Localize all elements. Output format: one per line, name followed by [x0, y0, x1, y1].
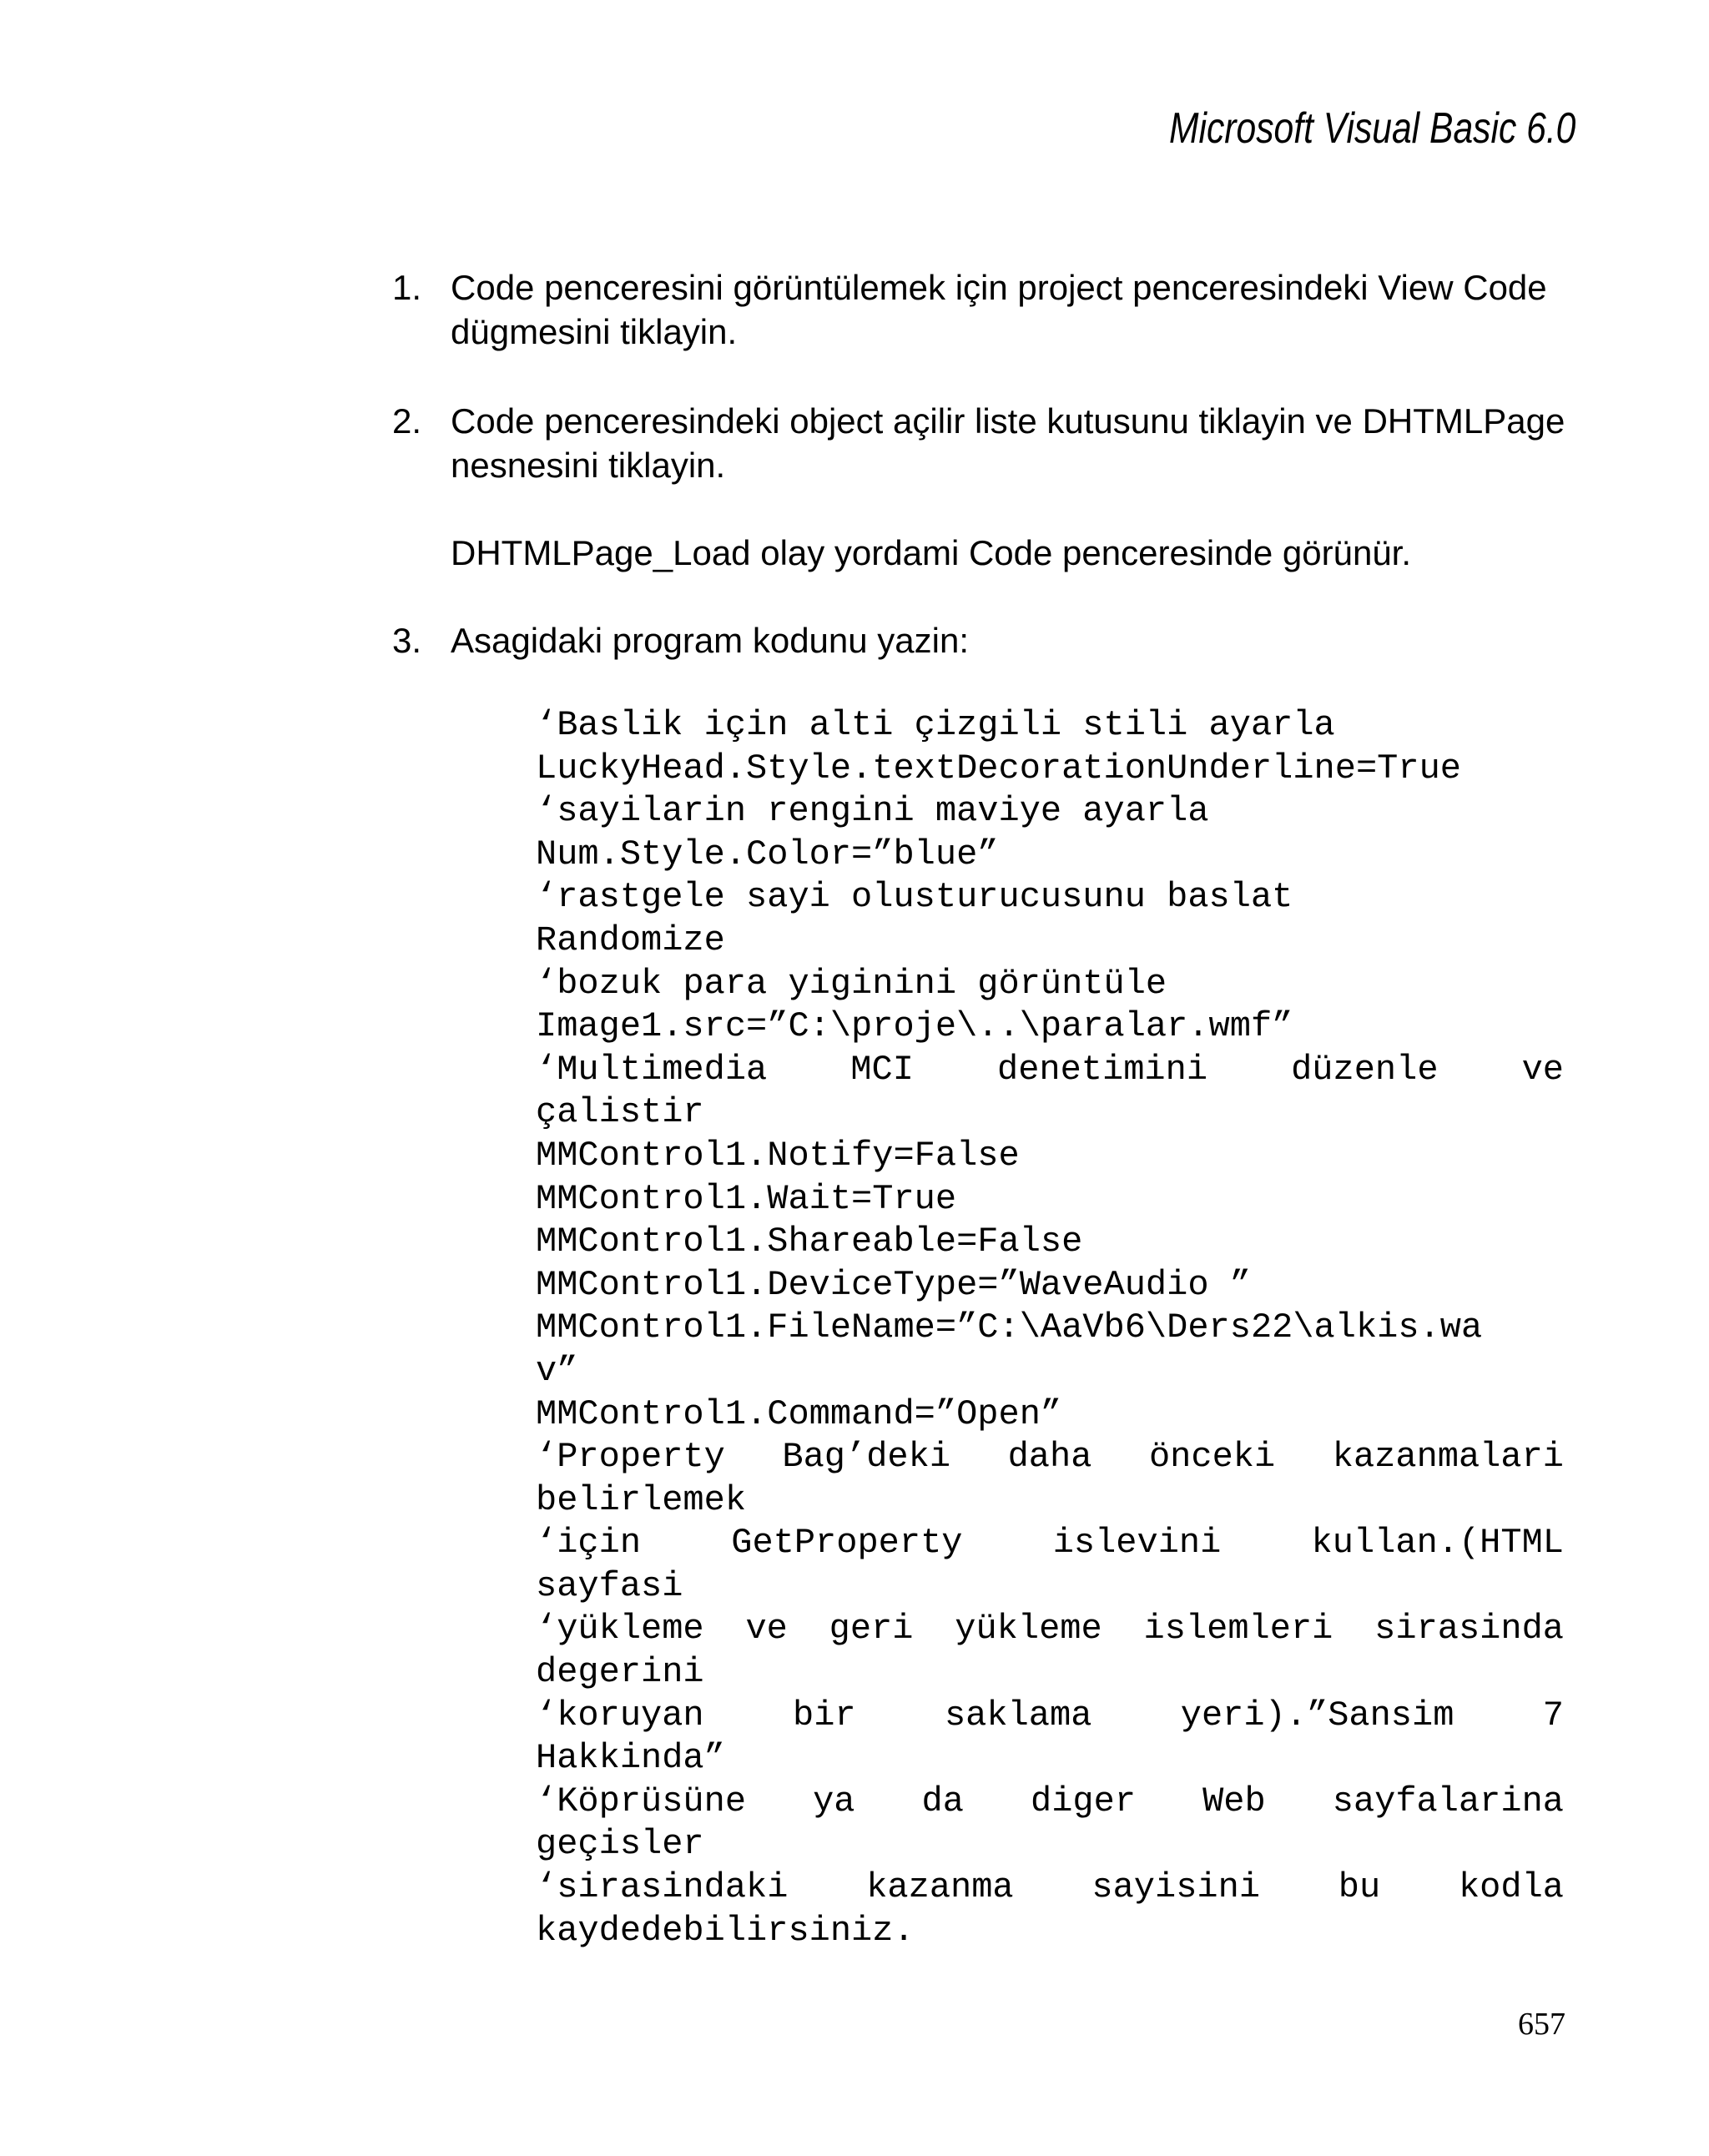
code-line: ‘sirasindaki kazanma sayisini bu kodla — [536, 1867, 1564, 1908]
code-line: sayfasi — [536, 1565, 683, 1606]
code-line: MMControl1.Notify=False — [536, 1135, 1020, 1176]
step-3 — [392, 618, 1594, 662]
step-2 — [392, 399, 1594, 487]
code-line: kaydedebilirsiniz. — [536, 1910, 915, 1951]
code-line: degerini — [536, 1652, 704, 1693]
code-line: MMControl1.Command=”Open” — [536, 1393, 1062, 1434]
instruction-steps — [392, 265, 1594, 662]
code-line: belirlemek — [536, 1479, 747, 1520]
step-1-number: 1. — [392, 268, 422, 307]
code-line: Hakkinda” — [536, 1738, 725, 1779]
running-header: Microsoft Visual Basic 6.0 — [1168, 104, 1575, 153]
code-line: ‘Köprüsüne ya da diger Web sayfalarina — [536, 1781, 1564, 1821]
code-line: ‘bozuk para yiginini görüntüle — [536, 963, 1167, 1004]
code-line: MMControl1.Wait=True — [536, 1178, 957, 1219]
code-line: v” — [536, 1350, 578, 1391]
step-1 — [392, 265, 1594, 354]
code-line: Num.Style.Color=”blue” — [536, 834, 999, 874]
code-line: ‘rastgele sayi olusturucusunu baslat — [536, 877, 1293, 918]
step-3-number: 3. — [392, 621, 422, 660]
code-line: çalistir — [536, 1092, 704, 1133]
step-1-text: Code penceresini görüntülemek için project penceresindeki View Code dügmesini tiklayin. — [451, 268, 1547, 351]
code-line: MMControl1.DeviceType=”WaveAudio ” — [536, 1264, 1251, 1305]
code-line: ‘sayilarin rengini maviye ayarla — [536, 791, 1209, 832]
code-line: Image1.src=”C:\proje\..\paralar.wmf” — [536, 1006, 1293, 1047]
step-2-note: DHTMLPage_Load olay yordami Code penceresinde görünür. — [451, 533, 1412, 572]
step-2-text: Code penceresindeki object açilir liste kutusunu tiklayin ve DHTMLPage nesnesini tiklayin. — [451, 401, 1565, 485]
code-listing — [536, 704, 1564, 1952]
code-line: MMControl1.Shareable=False — [536, 1222, 1083, 1262]
code-line: ‘yükleme ve geri yükleme islemleri sirasinda — [536, 1609, 1564, 1650]
code-line: geçisler — [536, 1824, 704, 1865]
step-2-number: 2. — [392, 401, 422, 441]
code-line: ‘Property Bag’deki daha önceki kazanmalari — [536, 1437, 1564, 1478]
page-number: 657 — [1518, 2007, 1565, 2042]
code-line: ‘Baslik için alti çizgili stili ayarla — [536, 705, 1335, 745]
code-line: MMControl1.FileName=”C:\AaVb6\Ders22\alkis.wa — [536, 1307, 1483, 1348]
code-line: ‘koruyan bir saklama yeri).”Sansim 7 — [536, 1695, 1564, 1735]
code-line: ‘için GetProperty islevini kullan.(HTML — [536, 1523, 1564, 1564]
code-line: Randomize — [536, 919, 725, 960]
code-line: LuckyHead.Style.textDecorationUnderline=True — [536, 748, 1461, 788]
code-line: ‘Multimedia MCI denetimini düzenle ve — [536, 1049, 1564, 1090]
step-3-text: Asagidaki program kodunu yazin: — [451, 621, 970, 660]
